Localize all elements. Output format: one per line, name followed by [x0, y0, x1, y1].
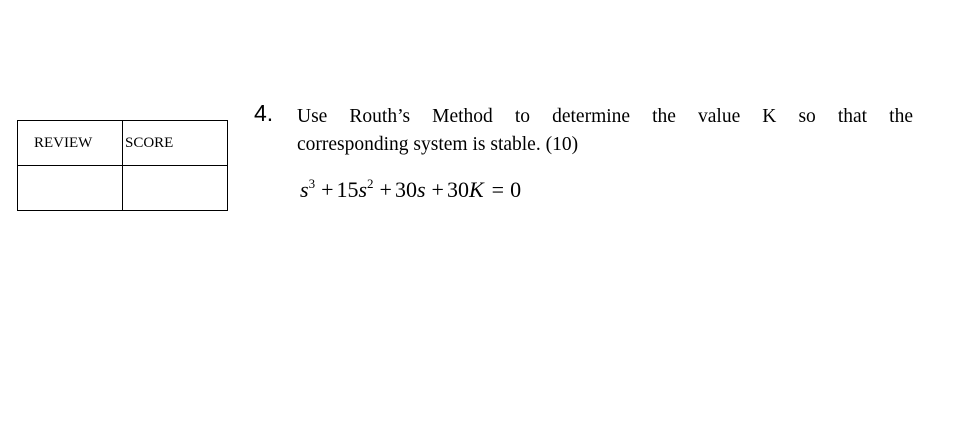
review-label: REVIEW — [34, 134, 93, 151]
grading-table — [17, 120, 228, 211]
eq-equals: = — [491, 177, 505, 202]
eq-term4-var: K — [468, 177, 484, 202]
eq-rhs: 0 — [510, 177, 522, 202]
question-number: 4. — [254, 100, 274, 126]
eq-term1-var: s — [300, 177, 309, 202]
question-text — [297, 103, 913, 159]
review-value-cell — [18, 166, 123, 211]
eq-term2-exponent: 2 — [367, 176, 374, 191]
question-text-line-1: Use Routh’s Method to determine the value K so that the — [297, 106, 913, 127]
grading-table-value-row — [18, 166, 228, 211]
eq-plus-1: + — [321, 177, 334, 202]
eq-term4-coef: 30 — [446, 177, 469, 202]
eq-term2-var: s — [358, 177, 368, 202]
score-header-cell — [123, 121, 228, 166]
eq-term3-coef: 30 — [394, 177, 417, 202]
characteristic-equation — [300, 177, 521, 203]
eq-term3-var: s — [416, 177, 426, 202]
review-header-cell — [18, 121, 123, 166]
question-text-line-2: corresponding system is stable. (10) — [297, 134, 579, 155]
score-value-cell — [123, 166, 228, 211]
eq-term1-exponent: 3 — [308, 176, 316, 191]
grading-table-header-row — [18, 121, 228, 166]
eq-plus-2: + — [379, 177, 392, 202]
eq-term2-coef: 15 — [336, 177, 359, 202]
score-label: SCORE — [125, 134, 174, 151]
eq-plus-3: + — [431, 177, 444, 202]
